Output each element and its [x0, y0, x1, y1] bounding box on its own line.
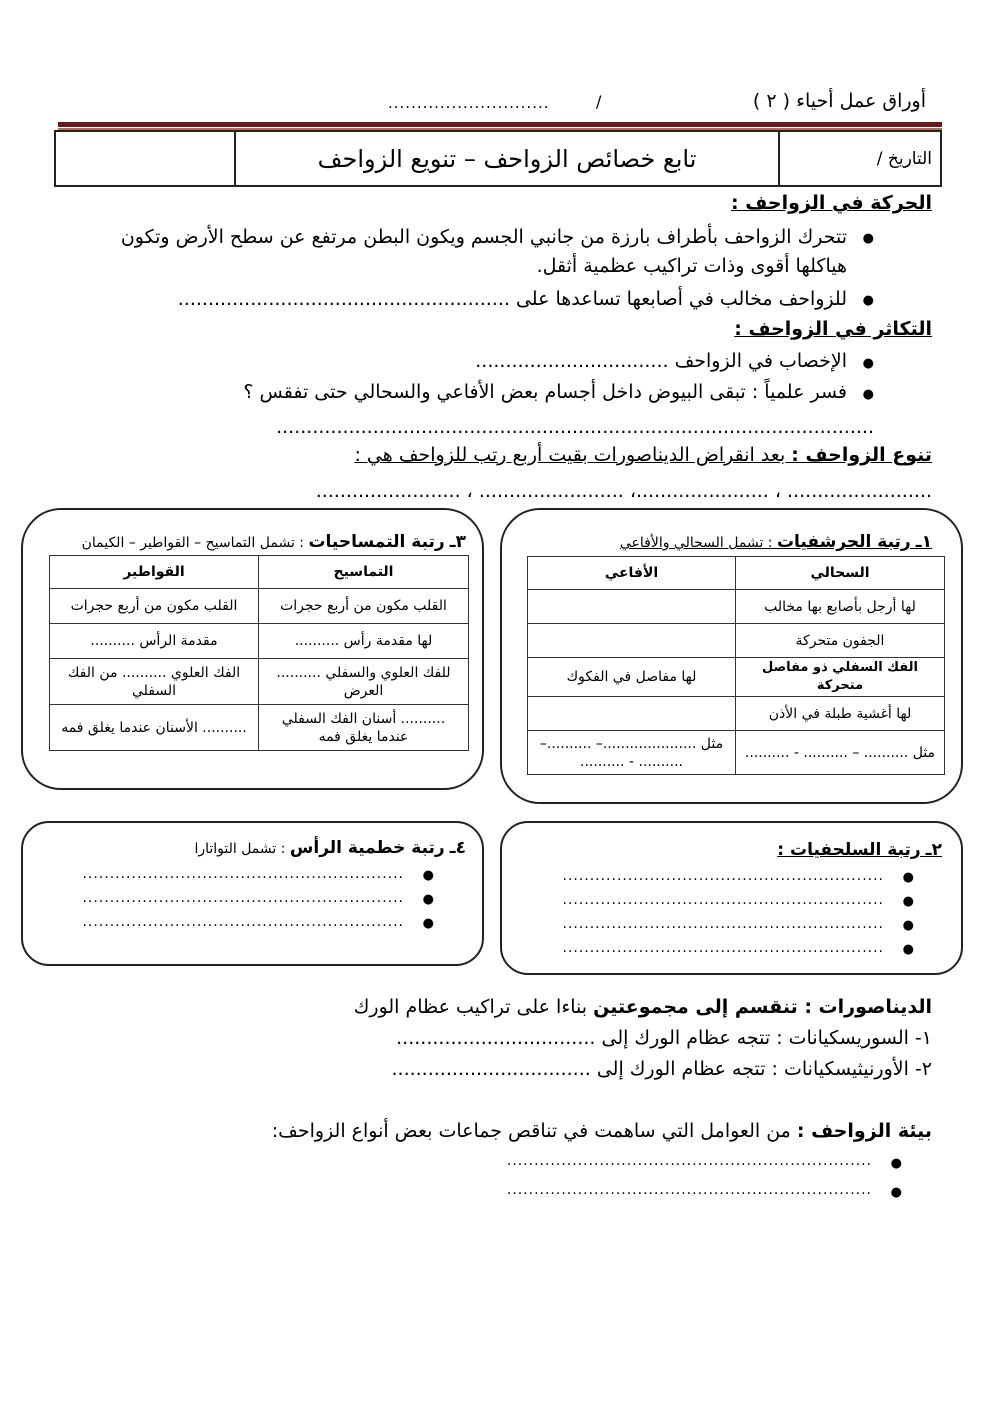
rank1-title — [620, 532, 932, 552]
header-slash: / — [596, 92, 602, 111]
col-crocodiles: التماسيح — [259, 556, 469, 589]
rank3-table — [49, 555, 469, 751]
diversity-line — [354, 444, 932, 466]
bullet-icon: ● — [862, 356, 874, 371]
bullet-icon: ● — [422, 916, 434, 931]
rank2-blank-2[interactable]: ........................................................... — [562, 892, 884, 908]
rank3-name: رتبة التمساحيات — [308, 532, 445, 552]
rank1-name: رتبة الحرشفيات — [776, 532, 911, 552]
table-cell: لها أرجل بأصابع بها مخالب — [736, 590, 945, 624]
col-snakes: الأفاعي — [528, 557, 736, 590]
ornithischia-item[interactable]: ٢- الأورنيثيسكيانات : تتجه عظام الورك إلى ................................. — [391, 1058, 932, 1080]
lesson-title-cell — [234, 132, 778, 185]
rank4-name: رتبة خطمية الرأس — [289, 838, 445, 858]
diversity-intro: بعد انقراض الديناصورات بقيت أربع رتب للزواحف هي : — [354, 444, 792, 466]
rank2-name: رتبة السلحفيات : — [777, 840, 921, 860]
bullet-icon: ● — [902, 942, 914, 957]
environment-blank-1[interactable]: ................................................................... — [506, 1153, 872, 1169]
reproduction-heading: التكاثر في الزواحف : — [734, 318, 932, 340]
header-table — [54, 130, 942, 187]
col-lizards: السحالي — [736, 557, 945, 590]
table-cell[interactable]: لها مقدمة رأس .......... — [259, 624, 469, 659]
rank3-number: ٣ـ — [449, 532, 466, 552]
lesson-title: تابع خصائص الزواحف – تنويع الزواحف — [317, 144, 697, 173]
bullet-icon: ● — [902, 870, 914, 885]
rank4-blank-3[interactable]: ........................................................... — [82, 914, 404, 930]
bullet-icon: ● — [890, 1156, 902, 1171]
table-cell: لها مفاصل في الفكوك — [528, 658, 736, 697]
movement-text-2: هياكلها أقوى وذات تراكيب عظمية أثقل. — [536, 255, 847, 277]
saurischia-item[interactable]: ١- السوريسكيانات : تتجه عظام الورك إلى ................................. — [396, 1027, 932, 1049]
table-cell-blank[interactable] — [528, 590, 736, 624]
table-cell-blank[interactable] — [528, 624, 736, 658]
rank2-blank-1[interactable]: ........................................................... — [562, 868, 884, 884]
bullet-icon: ● — [422, 892, 434, 907]
table-cell-examples[interactable]: مثل .......... – .......... - .......... — [736, 731, 945, 775]
table-cell: الفك السفلي ذو مفاصل متحركة — [736, 658, 945, 697]
bullet-icon: ● — [890, 1185, 902, 1200]
rank4-number: ٤ـ — [449, 838, 466, 858]
table-cell: لها أغشية طبلة في الأذن — [736, 697, 945, 731]
dinosaurs-intro: بناءا على تراكيب عظام الورك — [353, 996, 594, 1018]
rank4-blank-2[interactable]: ........................................................... — [82, 890, 404, 906]
rank4-title — [194, 838, 466, 858]
fertilization-question[interactable]: الإخصاب في الزواحف ................................ — [475, 350, 847, 372]
bullet-icon: ● — [862, 293, 874, 308]
header-rule — [58, 122, 942, 127]
table-cell[interactable]: .......... الأسنان عندما يغلق فمه — [50, 705, 259, 751]
movement-text-1: تتحرك الزواحف بأطراف بارزة من جانبي الجسم ويكون البطن مرتفع عن سطح الأرض وتكون — [120, 226, 847, 248]
explain-question: فسر علمياً : تبقى البيوض داخل أجسام بعض الأفاعي والسحالي حتى تفقس ؟ — [243, 381, 847, 403]
bullet-icon: ● — [422, 868, 434, 883]
table-cell[interactable]: الفك العلوي .......... من الفك السفلي — [50, 659, 259, 705]
table-cell-examples[interactable]: مثل .....................– ..........– .......... - .......... — [528, 731, 736, 775]
environment-heading: بيئة الزواحف : — [796, 1120, 932, 1142]
table-cell[interactable]: مقدمة الرأس .......... — [50, 624, 259, 659]
rank4-blank-1[interactable]: ........................................................... — [82, 866, 404, 882]
table-cell-blank[interactable] — [528, 697, 736, 731]
table-cell[interactable]: للفك العلوي والسفلي .......... العرض — [259, 659, 469, 705]
ranks-blanks[interactable]: ........................ ، ......................، ........................ ، ........................ — [315, 480, 932, 502]
movement-heading: الحركة في الزواحف : — [731, 192, 932, 214]
environment-intro: من العوامل التي ساهمت في تناقص جماعات بعض أنواع الزواحف: — [271, 1120, 797, 1142]
dinosaurs-line — [354, 996, 932, 1018]
date-label: التاريخ / — [876, 148, 932, 169]
dinosaurs-heading: الديناصورات : تنقسم إلى مجموعتين — [593, 996, 932, 1018]
explain-answer-blank[interactable]: ................................................................................................... — [276, 416, 874, 438]
date-cell[interactable] — [778, 132, 940, 185]
worksheet-title: أوراق عمل أحياء ( ٢ ) — [752, 90, 926, 112]
rank3-title — [82, 532, 466, 552]
col-alligators: القواطير — [50, 556, 259, 589]
diversity-heading: تنوع الزواحف : — [791, 444, 932, 466]
rank2-title — [777, 840, 942, 860]
blank-cell — [56, 132, 234, 185]
rank1-includes: : تشمل السحالي والأفاعي — [619, 535, 777, 551]
rank2-number: ٢ـ — [925, 840, 942, 860]
bullet-icon: ● — [862, 231, 874, 246]
table-cell: القلب مكون من أربع حجرات — [50, 589, 259, 624]
bullet-icon: ● — [902, 918, 914, 933]
table-cell[interactable]: .......... أسنان الفك السفلي عندما يغلق فمه — [259, 705, 469, 751]
bullet-icon: ● — [862, 387, 874, 402]
claws-question[interactable]: للزواحف مخالب في أصابعها تساعدها على ....................................................... — [177, 288, 847, 310]
bullet-icon: ● — [902, 894, 914, 909]
rank4-includes: : تشمل التواتارا — [194, 841, 290, 857]
rank1-number: ١ـ — [915, 532, 932, 552]
rank3-includes: : تشمل التماسيح – القواطير – الكيمان — [81, 535, 309, 551]
environment-line — [272, 1120, 932, 1142]
rank2-blank-4[interactable]: ........................................................... — [562, 940, 884, 956]
environment-blank-2[interactable]: ................................................................... — [506, 1182, 872, 1198]
rank2-blank-3[interactable]: ........................................................... — [562, 916, 884, 932]
table-cell: القلب مكون من أربع حجرات — [259, 589, 469, 624]
rank1-table — [527, 556, 945, 775]
name-blank[interactable]: ............................ — [388, 94, 550, 112]
table-cell: الجفون متحركة — [736, 624, 945, 658]
